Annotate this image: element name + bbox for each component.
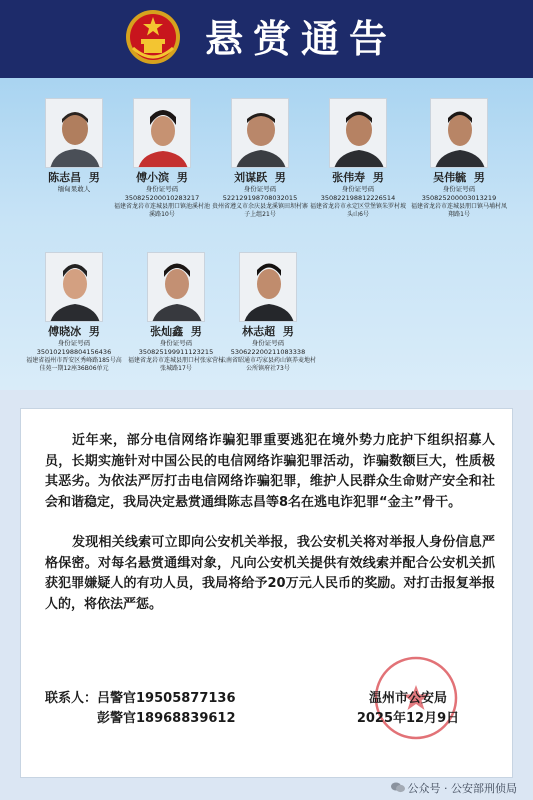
- person-gender: 男: [190, 325, 202, 338]
- id-number: 350825200010283217: [124, 194, 200, 202]
- wanted-person-card: [128, 252, 224, 373]
- person-name: 林志超: [242, 325, 276, 338]
- person-info-line: 身份证号码: [442, 185, 476, 193]
- portrait-photo: [239, 252, 297, 322]
- page-title: 悬赏通告: [205, 17, 398, 61]
- wanted-person-card: [411, 98, 507, 219]
- person-name: 张灿鑫: [150, 325, 184, 338]
- portrait-photo: [45, 98, 103, 168]
- person-gender: 男: [88, 171, 100, 184]
- person-name: 傅晓冰: [48, 325, 82, 338]
- wanted-person-card: [26, 98, 122, 194]
- person-gender: 男: [176, 171, 188, 184]
- person-info-line: 身份证号码: [145, 185, 179, 193]
- wanted-person-card: [220, 252, 316, 373]
- portrait-photo: [231, 98, 289, 168]
- person-name: 张伟寿: [332, 171, 366, 184]
- person-name: 傅小滨: [136, 171, 170, 184]
- notice-paragraph-2: 发现相关线索可立即向公安机关举报，我公安机关将对举报人身份信息严格保密。对每名悬赏通缉对象，凡向公安机关提供有效线索并配合公安机关抓获犯罪嫌疑人的有功人员，我局将给予20万元人民币的奖励。对打击报复举报人的，将依法严惩。: [45, 535, 495, 612]
- notice-paragraph-1: 近年来，部分电信网络诈骗犯罪重要逃犯在境外势力庇护下组织招募人员，长期实施针对中国公民的电信网络诈骗犯罪活动，诈骗数额巨大，性质极其恶劣。为依法严厉打击电信网络诈骗犯罪，维护人民群众生命财产安全和社会和谐稳定，我局决定悬赏通缉陈志昌等8名在逃电诈犯罪“金主”骨干。: [45, 433, 495, 510]
- person-gender: 男: [372, 171, 384, 184]
- contact-2: 彭警官18968839612: [97, 711, 236, 726]
- portrait-photo: [430, 98, 488, 168]
- person-gender: 男: [473, 171, 485, 184]
- contact-block: [45, 689, 236, 729]
- portrait-photo: [147, 252, 205, 322]
- id-number: 350825199911123215: [138, 348, 214, 356]
- wechat-icon: [391, 782, 405, 793]
- id-number: 530622200211083338: [230, 348, 306, 356]
- address: 福建省龙岩市连城县朋口镇池溪村池溪路10号: [114, 203, 211, 218]
- issue-date: 2025年12月9日: [356, 711, 460, 726]
- person-gender: 男: [88, 325, 100, 338]
- person-info-line: 缅甸果敢人: [57, 185, 91, 193]
- address: 福建省龙岩市连城县朋口村张家营村张城路17号: [128, 357, 225, 372]
- portrait-photo: [133, 98, 191, 168]
- notice-panel: [20, 408, 513, 778]
- person-gender: 男: [274, 171, 286, 184]
- wanted-person-card: [310, 98, 406, 219]
- signature-block: [343, 689, 473, 729]
- person-name: 陈志昌: [48, 171, 82, 184]
- footer-source: 公众号 · 公安部刑侦局: [407, 782, 517, 795]
- id-number: 350822198812226514: [320, 194, 396, 202]
- person-info-line: 身份证号码: [341, 185, 375, 193]
- id-number: 522129198708032015: [222, 194, 298, 202]
- wanted-person-card: [114, 98, 210, 219]
- address: 福建省龙岩市永定区堂堡镇朱罗村坡头山6号: [310, 203, 407, 218]
- header-banner: [0, 0, 533, 78]
- issuing-authority: 温州市公安局: [368, 691, 447, 706]
- contact-label: 联系人：: [45, 691, 98, 706]
- address: 福建省龙岩市连城县朋口镇马埔村凤翔路1号: [411, 203, 508, 218]
- person-info-line: 身份证号码: [243, 185, 277, 193]
- address: 贵州省遵义市余庆县龙溪镇田坝村寨子上组21号: [212, 203, 309, 218]
- person-info-line: 身份证号码: [57, 339, 91, 347]
- address: 云南省昭通市巧家县药山镇养麦地村公所镇府社73号: [220, 357, 317, 372]
- person-name: 吴伟毓: [433, 171, 467, 184]
- address: 福建省福州市晋安区秀峰路185号高佳苑一期12座36B06单元: [26, 357, 122, 372]
- contact-1: 吕警官19505877136: [97, 691, 236, 706]
- person-info-line: 身份证号码: [159, 339, 193, 347]
- person-gender: 男: [282, 325, 294, 338]
- id-number: 350825200003013219: [421, 194, 497, 202]
- portrait-photo: [329, 98, 387, 168]
- wanted-person-card: [26, 252, 122, 373]
- police-emblem-icon: [124, 8, 182, 66]
- wanted-person-card: [212, 98, 308, 219]
- footer: [0, 778, 533, 800]
- portrait-photo: [45, 252, 103, 322]
- person-name: 刘谋跃: [234, 171, 268, 184]
- person-info-line: 身份证号码: [251, 339, 285, 347]
- id-number: 350102198804156436: [36, 348, 112, 356]
